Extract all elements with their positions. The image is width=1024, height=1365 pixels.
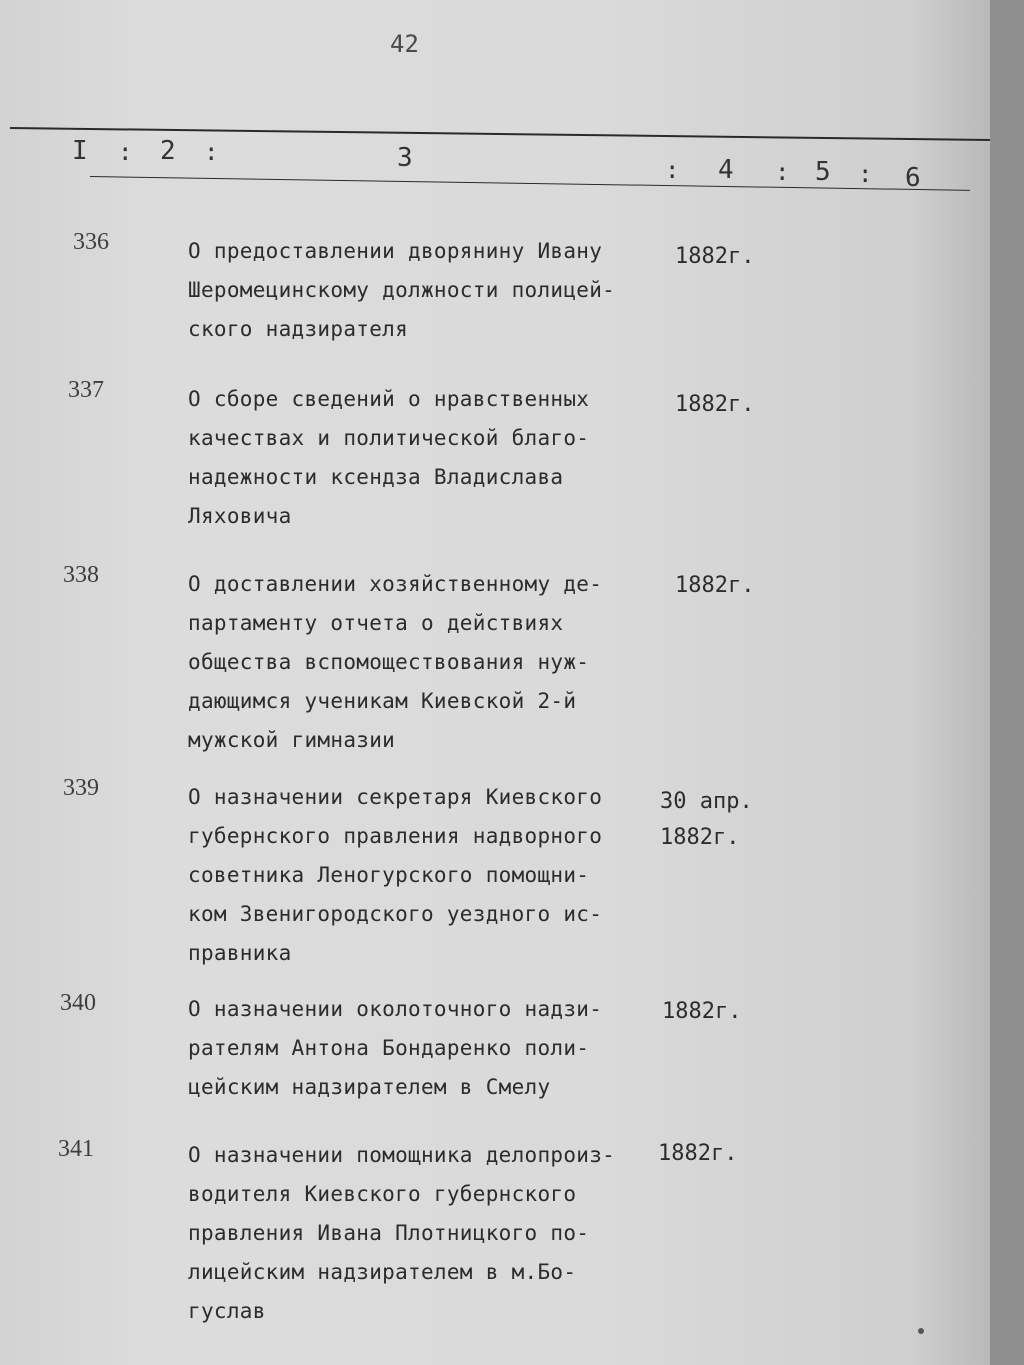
entry-line: правника	[188, 941, 292, 965]
entry-date-line: 1882г.	[662, 999, 742, 1024]
entry-line: губернского правления надворного	[188, 824, 603, 848]
entry-date-line: 1882г.	[658, 1141, 738, 1166]
entry-number: 339	[63, 775, 99, 801]
entry-line: советника Леногурского помощни-	[188, 863, 590, 887]
entry-number: 340	[60, 990, 96, 1016]
header-bottom-rule	[90, 176, 970, 191]
column-separator: :	[665, 156, 680, 184]
entry-number: 336	[73, 229, 109, 255]
entry-line: цейским надзирателем в Смелу	[188, 1075, 551, 1099]
entry-date	[660, 784, 770, 856]
column-separator: :	[118, 138, 133, 166]
entry-date-line: 1882г.	[675, 244, 755, 269]
entry-description	[188, 990, 668, 1107]
column-separator: :	[858, 160, 873, 188]
entry-line: качествах и политической благо-	[188, 426, 590, 450]
entry-number: 338	[63, 562, 99, 588]
entry-number: 341	[58, 1136, 94, 1162]
column-header-3: 3	[397, 143, 413, 173]
entry-description	[188, 565, 668, 760]
entry-line: О сборе сведений о нравственных	[188, 387, 590, 411]
entry-date	[658, 1136, 768, 1172]
entry-line: Ляховича	[188, 504, 292, 528]
column-separator: :	[775, 158, 790, 186]
entry-description	[188, 778, 668, 973]
entry-line: О предоставлении дворянину Ивану	[188, 239, 603, 263]
entry-line: правления Ивана Плотницкого по-	[188, 1221, 590, 1245]
column-header-2: 2	[160, 136, 176, 166]
entry-date-line: 1882г.	[660, 825, 740, 850]
entry-line: водителя Киевского губернского	[188, 1182, 577, 1206]
column-header-1: I	[72, 136, 88, 166]
entry-date	[675, 387, 785, 423]
entry-line: рателям Антона Бондаренко поли-	[188, 1036, 590, 1060]
entry-line: О назначении околоточного надзи-	[188, 997, 603, 1021]
column-separator: :	[204, 138, 219, 166]
header-top-rule	[10, 127, 990, 141]
column-header-6: 6	[905, 163, 921, 193]
entry-number: 337	[68, 377, 104, 403]
entry-line: ком Звенигородского уездного ис-	[188, 902, 603, 926]
entry-line: общества вспомоществования нуж-	[188, 650, 590, 674]
entry-date	[675, 568, 785, 604]
entry-description	[188, 380, 668, 536]
entry-line: лицейским надзирателем в м.Бо-	[188, 1260, 577, 1284]
entry-line: О назначении секретаря Киевского	[188, 785, 603, 809]
entry-line: гуслав	[188, 1299, 266, 1323]
entry-line: дающимся ученикам Киевской 2-й	[188, 689, 577, 713]
column-header-4: 4	[718, 155, 734, 185]
page-number: 42	[390, 30, 419, 58]
entry-date	[662, 994, 772, 1030]
entry-date	[675, 239, 785, 275]
entry-line: Шеромецинскому должности полицей-	[188, 278, 616, 302]
entry-date-line: 1882г.	[675, 573, 755, 598]
entry-description	[188, 1136, 668, 1331]
entry-description	[188, 232, 668, 349]
entry-line: партаменту отчета о действиях	[188, 611, 564, 635]
entry-date-line: 30 апр.	[660, 789, 753, 814]
entry-line: мужской гимназии	[188, 728, 396, 752]
entry-line: О назначении помощника делопроиз-	[188, 1143, 616, 1167]
column-header-5: 5	[815, 157, 831, 187]
entry-line: ского надзирателя	[188, 317, 409, 341]
entry-line: надежности ксендза Владислава	[188, 465, 564, 489]
entry-line: О доставлении хозяйственному де-	[188, 572, 603, 596]
ink-speck	[918, 1328, 924, 1334]
entry-date-line: 1882г.	[675, 392, 755, 417]
